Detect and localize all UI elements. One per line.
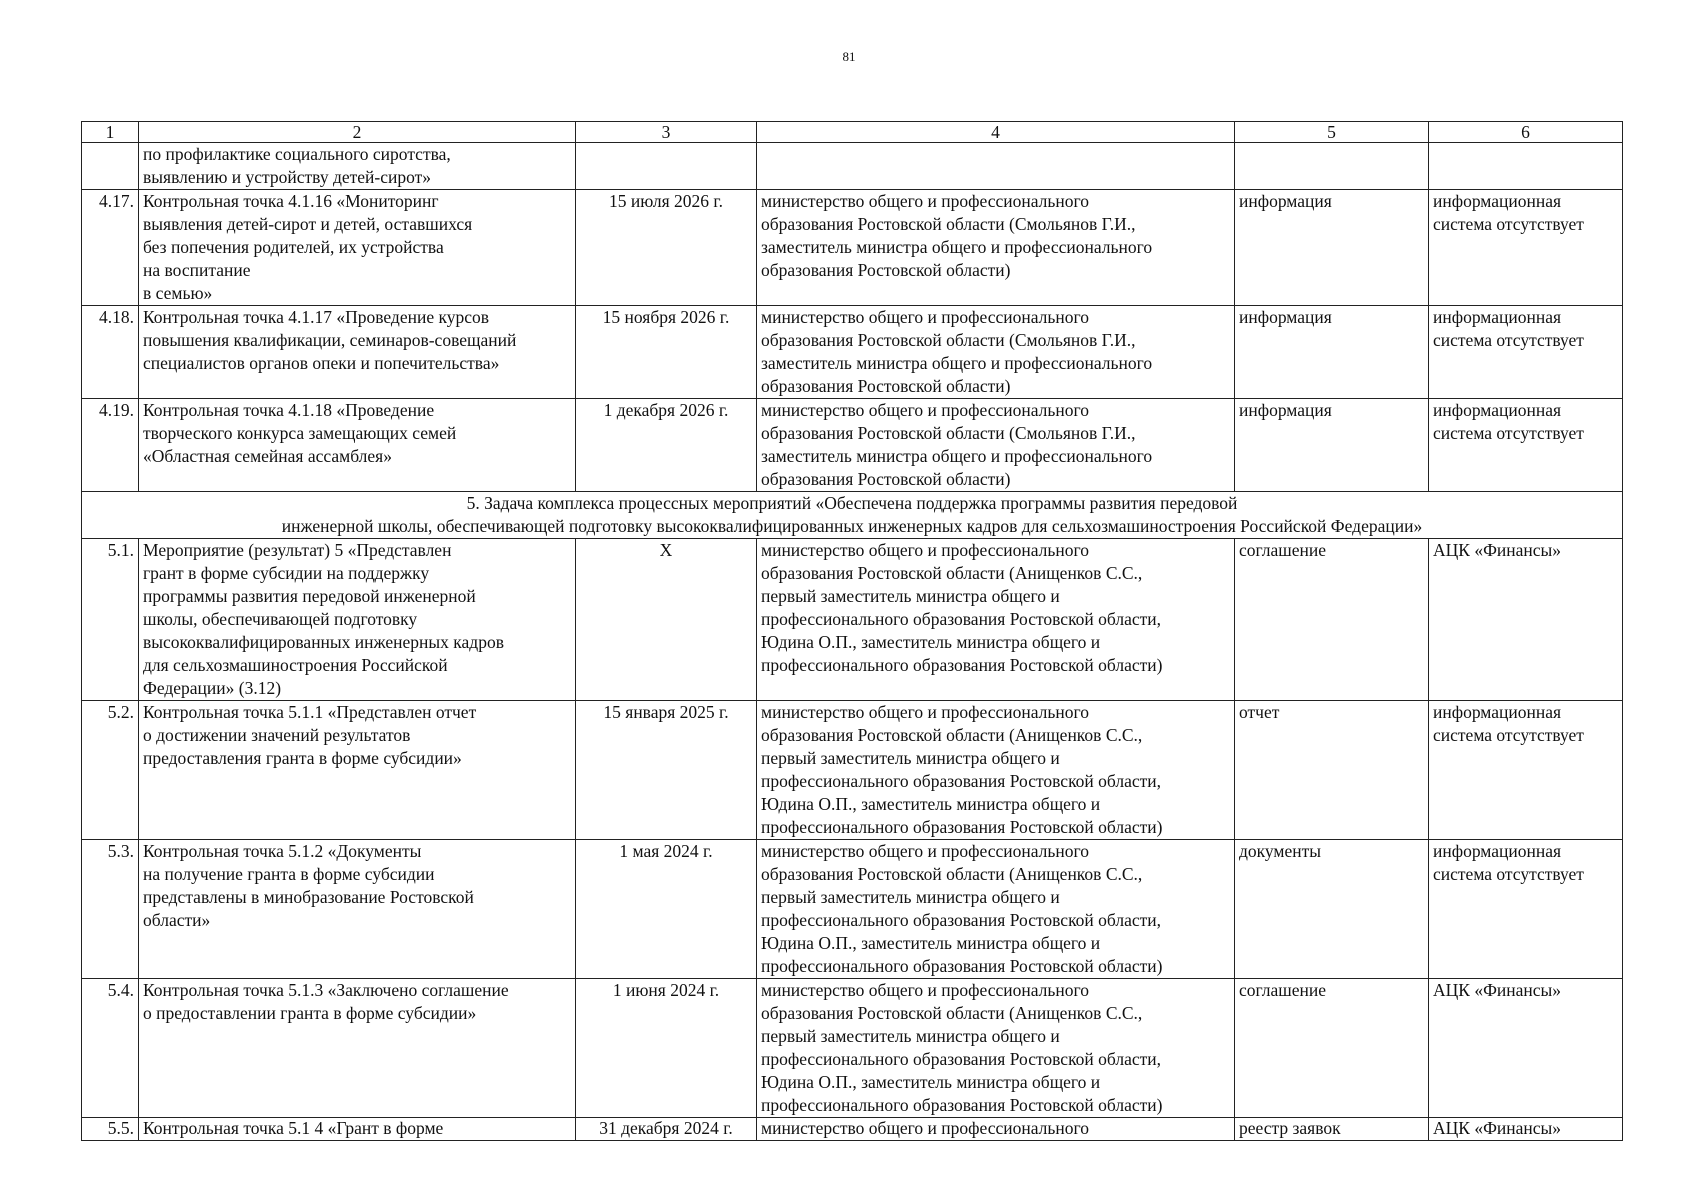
row-name: Контрольная точка 4.1.18 «Проведение творческого конкурса замещающих семей «Областная семейная ассамблея» (139, 399, 576, 492)
column-number: 1 (82, 122, 139, 143)
column-number: 6 (1429, 122, 1623, 143)
row-number: 4.19. (82, 399, 139, 492)
row-date: 1 декабря 2026 г. (576, 399, 757, 492)
row-name: Контрольная точка 5.1.1 «Представлен отчет о достижении значений результатов предоставления гранта в форме субсидии» (139, 701, 576, 840)
row-name: Контрольная точка 4.1.17 «Проведение курсов повышения квалификации, семинаров-совещаний специалистов органов опеки и попечительства» (139, 306, 576, 399)
table-row (82, 306, 1623, 399)
row-document: информация (1235, 399, 1429, 492)
row-name: Контрольная точка 5.1.3 «Заключено соглашение о предоставлении гранта в форме субсидии» (139, 979, 576, 1118)
row-date: Х (576, 539, 757, 701)
column-number: 2 (139, 122, 576, 143)
row-document: соглашение (1235, 979, 1429, 1118)
column-number-row (82, 122, 1623, 143)
row-number: 4.18. (82, 306, 139, 399)
row-name: Мероприятие (результат) 5 «Представлен грант в форме субсидии на поддержку программы развития передовой инженерной школы, обеспечивающей подготовку высококвалифицированных инженерных кадров для сельхозмашиностроения Российской Федерации» (3.12) (139, 539, 576, 701)
table-row (82, 840, 1623, 979)
row-date (576, 143, 757, 190)
row-number: 5.1. (82, 539, 139, 701)
row-system: АЦК «Финансы» (1429, 1118, 1623, 1141)
row-number: 5.2. (82, 701, 139, 840)
row-date: 15 ноября 2026 г. (576, 306, 757, 399)
table-row (82, 399, 1623, 492)
row-date: 1 мая 2024 г. (576, 840, 757, 979)
table-row (82, 539, 1623, 701)
row-name: Контрольная точка 5.1.2 «Документы на получение гранта в форме субсидии представлены в минобразование Ростовской области» (139, 840, 576, 979)
row-system: АЦК «Финансы» (1429, 979, 1623, 1118)
page-number: 81 (842, 49, 856, 64)
row-responsible: министерство общего и профессионального образования Ростовской области (Анищенков С.С., первый заместитель министра общего и профессионального образования Ростовской области, Юдина О.П., заместитель министра общего и профессионального образования Ростовской области) (757, 539, 1235, 701)
table-row (82, 979, 1623, 1118)
row-system (1429, 143, 1623, 190)
row-number (82, 143, 139, 190)
row-number: 5.4. (82, 979, 139, 1118)
row-responsible: министерство общего и профессионального образования Ростовской области (Анищенков С.С., первый заместитель министра общего и профессионального образования Ростовской области, Юдина О.П., заместитель министра общего и профессионального образования Ростовской области) (757, 701, 1235, 840)
row-number: 5.5. (82, 1118, 139, 1141)
row-document: реестр заявок (1235, 1118, 1429, 1141)
row-date: 15 января 2025 г. (576, 701, 757, 840)
table-row (82, 1118, 1623, 1141)
row-number: 4.17. (82, 190, 139, 306)
row-document: соглашение (1235, 539, 1429, 701)
column-number: 4 (757, 122, 1235, 143)
row-system: информационная система отсутствует (1429, 701, 1623, 840)
row-name: Контрольная точка 5.1 4 «Грант в форме (139, 1118, 576, 1141)
control-points-table (81, 121, 1623, 1141)
row-responsible: министерство общего и профессионального образования Ростовской области (Анищенков С.С., первый заместитель министра общего и профессионального образования Ростовской области, Юдина О.П., заместитель министра общего и профессионального образования Ростовской области) (757, 979, 1235, 1118)
row-date: 15 июля 2026 г. (576, 190, 757, 306)
row-document: информация (1235, 190, 1429, 306)
row-responsible: министерство общего и профессионального (757, 1118, 1235, 1141)
row-document (1235, 143, 1429, 190)
column-number: 3 (576, 122, 757, 143)
row-responsible: министерство общего и профессионального образования Ростовской области (Анищенков С.С., первый заместитель министра общего и профессионального образования Ростовской области, Юдина О.П., заместитель министра общего и профессионального образования Ростовской области) (757, 840, 1235, 979)
row-responsible: министерство общего и профессионального образования Ростовской области (Смольянов Г.И., заместитель министра общего и профессионального образования Ростовской области) (757, 190, 1235, 306)
table-row (82, 190, 1623, 306)
section-header-row (82, 492, 1623, 539)
row-system: информационная система отсутствует (1429, 190, 1623, 306)
row-system: АЦК «Финансы» (1429, 539, 1623, 701)
row-number: 5.3. (82, 840, 139, 979)
row-system: информационная система отсутствует (1429, 399, 1623, 492)
row-date: 31 декабря 2024 г. (576, 1118, 757, 1141)
row-document: документы (1235, 840, 1429, 979)
section-title: 5. Задача комплекса процессных мероприятий «Обеспечена поддержка программы развития передовой инженерной школы, обеспечивающей подготовку высококвалифицированных инженерных кадров для сельхозмашиностроения Российской Федерации» (82, 492, 1623, 539)
row-date: 1 июня 2024 г. (576, 979, 757, 1118)
table-row (82, 701, 1623, 840)
row-responsible (757, 143, 1235, 190)
row-system: информационная система отсутствует (1429, 306, 1623, 399)
row-document: отчет (1235, 701, 1429, 840)
row-responsible: министерство общего и профессионального образования Ростовской области (Смольянов Г.И., заместитель министра общего и профессионального образования Ростовской области) (757, 399, 1235, 492)
row-name: по профилактике социального сиротства, выявлению и устройству детей-сирот» (139, 143, 576, 190)
row-system: информационная система отсутствует (1429, 840, 1623, 979)
table-row-continuation (82, 143, 1623, 190)
column-number: 5 (1235, 122, 1429, 143)
row-responsible: министерство общего и профессионального образования Ростовской области (Смольянов Г.И., заместитель министра общего и профессионального образования Ростовской области) (757, 306, 1235, 399)
row-document: информация (1235, 306, 1429, 399)
row-name: Контрольная точка 4.1.16 «Мониторинг выявления детей-сирот и детей, оставшихся без попечения родителей, их устройства на воспитание в семью» (139, 190, 576, 306)
